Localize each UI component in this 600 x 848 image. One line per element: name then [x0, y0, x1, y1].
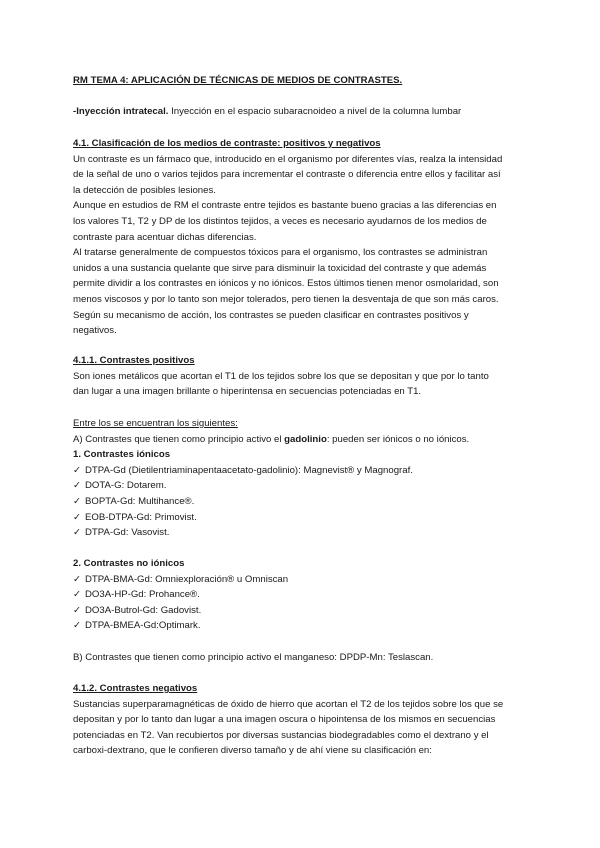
list-item-text: DTPA-BMEA-Gd:Optimark. [85, 620, 201, 632]
check-icon: ✓ [73, 527, 82, 539]
check-icon: ✓ [73, 604, 82, 616]
list-item-text: DTPA-Gd: Vasovist. [85, 527, 170, 539]
paragraph-line: menos viscosos y por lo tanto son mejor tolerados, pero tienen la desventaja de que son más caros. [73, 293, 499, 305]
intratecal-line [73, 104, 535, 120]
ionicos-heading: 1. Contrastes iónicos [73, 449, 171, 461]
document-title: RM TEMA 4: APLICACIÓN DE TÉCNICAS DE MEDIOS DE CONTRASTES. [73, 75, 403, 86]
section-4-1-2-heading: 4.1.2. Contrastes negativos [73, 683, 198, 694]
noionicos-heading: 2. Contrastes no iónicos [73, 558, 185, 569]
manganeso-line [73, 650, 535, 666]
check-icon: ✓ [73, 495, 82, 507]
list-item [73, 478, 535, 494]
check-icon: ✓ [73, 620, 82, 632]
list-item-text: DOTA-G: Dotarem. [85, 480, 167, 492]
paragraph-line: depositan y por lo tanto dan lugar a una imagen oscura o hipointensa de los mismos en secuencias [73, 714, 496, 726]
positive-list [73, 416, 535, 541]
gadolinio-post: : pueden ser iónicos o no iónicos. [326, 433, 470, 445]
paragraph-line: Al tratarse generalmente de compuestos tóxicos para el organismo, los contrastes se administran [73, 247, 488, 259]
entre-heading: Entre los se encuentran los siguientes: [73, 418, 238, 429]
paragraph-line: permite dividir a los contrastes en iónicos y no iónicos. Estos últimos tienen menor osmolaridad, son [73, 278, 499, 290]
list-item-text: BOPTA-Gd: Multihance®. [85, 495, 195, 507]
paragraph-line: carboxi-dextrano, que le confieren diverso tamaño y de ahí viene su clasificación en: [73, 745, 432, 757]
check-icon: ✓ [73, 589, 82, 601]
paragraph-line: Son iones metálicos que acortan el T1 de los tejidos sobre los que se depositan y que por lo tanto [73, 370, 489, 382]
section-4-1-heading: 4.1. Clasificación de los medios de contraste: positivos y negativos [73, 138, 381, 149]
paragraph-line: Sustancias superparamagnéticas de óxido de hierro que acortan el T2 de los tejidos sobre los que se [73, 698, 504, 710]
section-4-1-1-heading: 4.1.1. Contrastes positivos [73, 355, 195, 366]
list-item-text: DTPA-BMA-Gd: Omniexploración® u Omniscan [85, 573, 289, 585]
paragraph-line: unidos a una sustancia quelante que sirve para disminuir la toxicidad del contraste y que además [73, 262, 487, 274]
manganeso-text: B) Contrastes que tienen como principio activo el manganeso: DPDP-Mn: Teslascan. [73, 652, 434, 663]
list-item [73, 572, 535, 588]
list-item [73, 525, 535, 541]
list-item-text: DO3A-HP-Gd: Prohance®. [85, 589, 200, 601]
check-icon: ✓ [73, 464, 82, 476]
paragraph-line: Según su mecanismo de acción, los contrastes se pueden clasificar en contrastes positivos y [73, 309, 469, 321]
check-icon: ✓ [73, 511, 82, 523]
intratecal-text: Inyección en el espacio subaracnoideo a nivel de la columna lumbar [168, 106, 462, 117]
paragraph-line: contraste para acentuar dichas diferencias. [73, 231, 257, 243]
paragraph-line: Un contraste es un fármaco que, introducido en el organismo por diferentes vías, realza la intensidad [73, 153, 503, 165]
paragraph-line: de la señal de uno o varios tejidos para incrementar el contraste o diferencia entre ellos y facilitar así [73, 169, 501, 181]
gadolinio-line [73, 432, 535, 448]
section-4-1 [73, 136, 535, 339]
section-4-1-2 [73, 681, 535, 759]
list-item [73, 494, 535, 510]
list-item [73, 463, 535, 479]
paragraph-line: Aunque en estudios de RM el contraste entre tejidos es bastante bueno gracias a las diferencias en [73, 200, 497, 212]
check-icon: ✓ [73, 480, 82, 492]
paragraph-line: la detección de posibles lesiones. [73, 184, 216, 196]
paragraph-line: potenciadas en T2. Van recubiertos por diversas sustancias biodegradables como el dextrano y el [73, 729, 489, 741]
paragraph-line: dan lugar a una imagen brillante o hiperintensa en secuencias potenciadas en T1. [73, 386, 422, 398]
check-icon: ✓ [73, 573, 82, 585]
gadolinio-bold: gadolinio [284, 433, 327, 445]
list-item [73, 510, 535, 526]
section-4-1-1 [73, 353, 535, 400]
noionicos-list [73, 556, 535, 634]
list-item [73, 618, 535, 634]
list-item [73, 603, 535, 619]
list-item-text: EOB-DTPA-Gd: Primovist. [85, 511, 197, 523]
paragraph-line: los valores T1, T2 y DP de los distintos tejidos, a veces es necesario ayudarnos de los medios de [73, 215, 487, 227]
list-item-text: DTPA-Gd (Dietilentriaminapentaacetato-gadolinio): Magnevist® y Magnograf. [85, 464, 413, 476]
paragraph-line: negativos. [73, 325, 117, 337]
gadolinio-pre: A) Contrastes que tienen como principio activo el [73, 433, 285, 445]
list-item-text: DO3A-Butrol-Gd: Gadovist. [85, 604, 202, 616]
list-item [73, 587, 535, 603]
intratecal-label: -Inyección intratecal. [73, 106, 169, 117]
